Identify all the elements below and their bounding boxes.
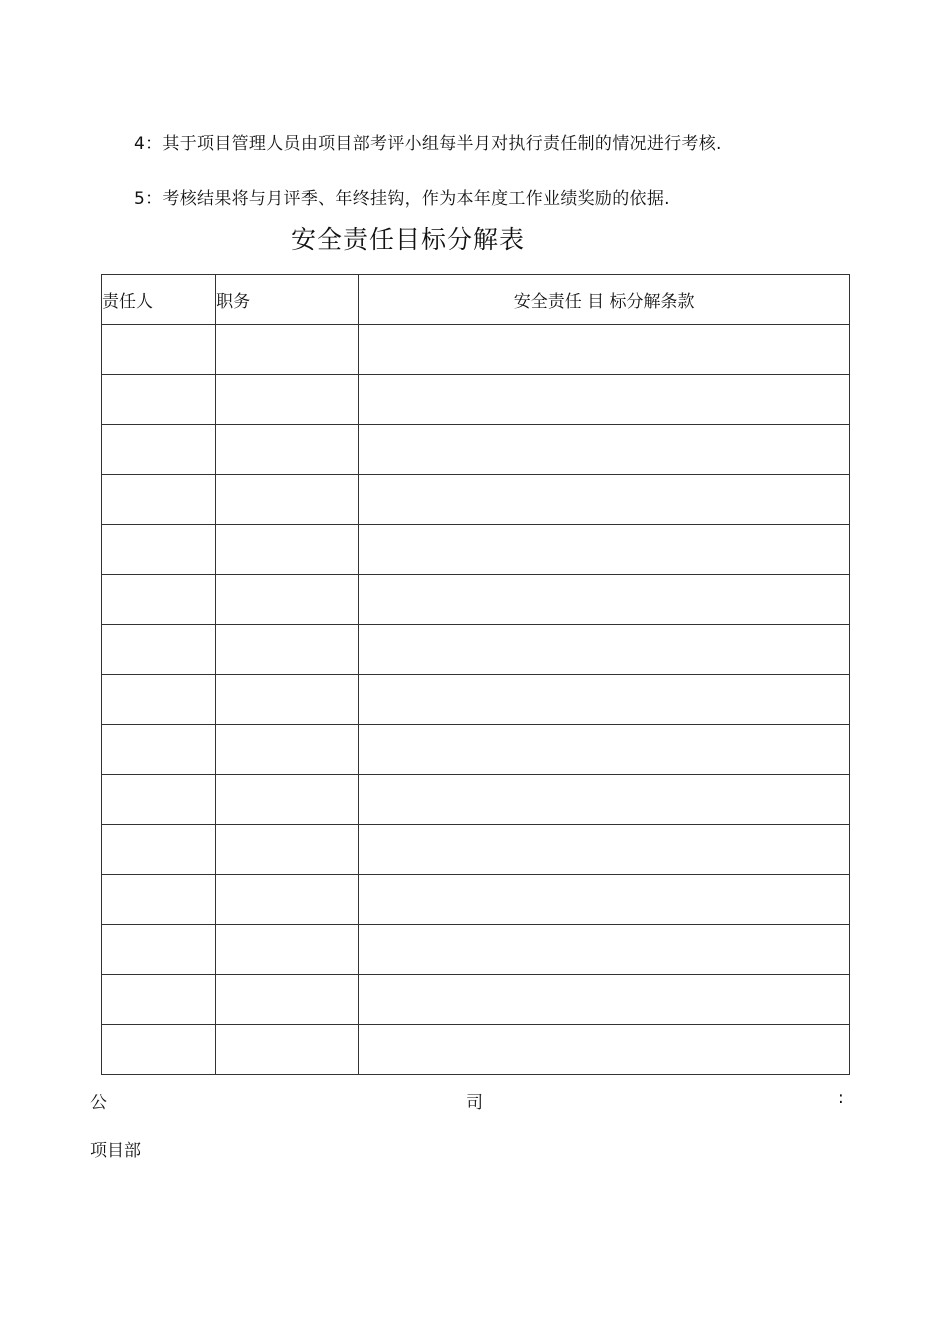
cell-responsible-person[interactable]: [102, 825, 216, 875]
table-row: [102, 575, 850, 625]
cell-target-clauses[interactable]: [359, 525, 850, 575]
table-row: [102, 525, 850, 575]
table-row: [102, 925, 850, 975]
cell-responsible-person[interactable]: [102, 625, 216, 675]
cell-position[interactable]: [216, 975, 359, 1025]
cell-responsible-person[interactable]: [102, 725, 216, 775]
table-row: [102, 775, 850, 825]
cell-position[interactable]: [216, 725, 359, 775]
cell-position[interactable]: [216, 375, 359, 425]
cell-position[interactable]: [216, 475, 359, 525]
cell-target-clauses[interactable]: [359, 725, 850, 775]
cell-target-clauses[interactable]: [359, 425, 850, 475]
cell-responsible-person[interactable]: [102, 775, 216, 825]
cell-responsible-person[interactable]: [102, 525, 216, 575]
footer-company-char-2: 司: [466, 1093, 483, 1113]
table-row: [102, 725, 850, 775]
table-row: [102, 475, 850, 525]
cell-position[interactable]: [216, 575, 359, 625]
cell-responsible-person[interactable]: [102, 375, 216, 425]
header-target-clauses: 安全责任 目 标分解条款: [359, 275, 850, 325]
cell-target-clauses[interactable]: [359, 675, 850, 725]
footer-company-colon: :: [838, 1088, 844, 1108]
table-header-row: [102, 275, 850, 325]
cell-target-clauses[interactable]: [359, 1025, 850, 1075]
cell-responsible-person[interactable]: [102, 975, 216, 1025]
table-title: 安全责任目标分解表: [291, 225, 526, 254]
clause-5-text: 5：考核结果将与月评季、年终挂钩，作为本年度工作业绩奖励的依据.: [134, 189, 670, 209]
clause-4-text: 4：其于项目管理人员由项目部考评小组每半月对执行责任制的情况进行考核.: [134, 134, 722, 154]
cell-position[interactable]: [216, 625, 359, 675]
cell-target-clauses[interactable]: [359, 375, 850, 425]
footer-company-line: [90, 1088, 850, 1112]
cell-position[interactable]: [216, 425, 359, 475]
cell-target-clauses[interactable]: [359, 825, 850, 875]
table-row: [102, 375, 850, 425]
table-body: [102, 325, 850, 1075]
table-row: [102, 625, 850, 675]
table-row: [102, 975, 850, 1025]
cell-position[interactable]: [216, 325, 359, 375]
cell-target-clauses[interactable]: [359, 775, 850, 825]
cell-position[interactable]: [216, 675, 359, 725]
table-row: [102, 425, 850, 475]
responsibility-table: [101, 274, 850, 1075]
header-responsible-person: 责任人: [102, 275, 216, 325]
cell-responsible-person[interactable]: [102, 325, 216, 375]
footer-company-char-1: 公: [90, 1093, 107, 1113]
cell-responsible-person[interactable]: [102, 875, 216, 925]
cell-position[interactable]: [216, 925, 359, 975]
cell-responsible-person[interactable]: [102, 575, 216, 625]
cell-position[interactable]: [216, 1025, 359, 1075]
cell-responsible-person[interactable]: [102, 425, 216, 475]
table-row: [102, 675, 850, 725]
table-row: [102, 1025, 850, 1075]
cell-responsible-person[interactable]: [102, 925, 216, 975]
header-position: 职务: [216, 275, 359, 325]
cell-target-clauses[interactable]: [359, 975, 850, 1025]
cell-position[interactable]: [216, 825, 359, 875]
cell-target-clauses[interactable]: [359, 475, 850, 525]
table-row: [102, 825, 850, 875]
footer-department: 项目部: [90, 1141, 141, 1161]
cell-target-clauses[interactable]: [359, 925, 850, 975]
cell-position[interactable]: [216, 775, 359, 825]
table-row: [102, 325, 850, 375]
cell-responsible-person[interactable]: [102, 1025, 216, 1075]
cell-position[interactable]: [216, 875, 359, 925]
cell-target-clauses[interactable]: [359, 625, 850, 675]
cell-target-clauses[interactable]: [359, 875, 850, 925]
cell-position[interactable]: [216, 525, 359, 575]
cell-responsible-person[interactable]: [102, 675, 216, 725]
cell-target-clauses[interactable]: [359, 575, 850, 625]
table-row: [102, 875, 850, 925]
cell-responsible-person[interactable]: [102, 475, 216, 525]
cell-target-clauses[interactable]: [359, 325, 850, 375]
